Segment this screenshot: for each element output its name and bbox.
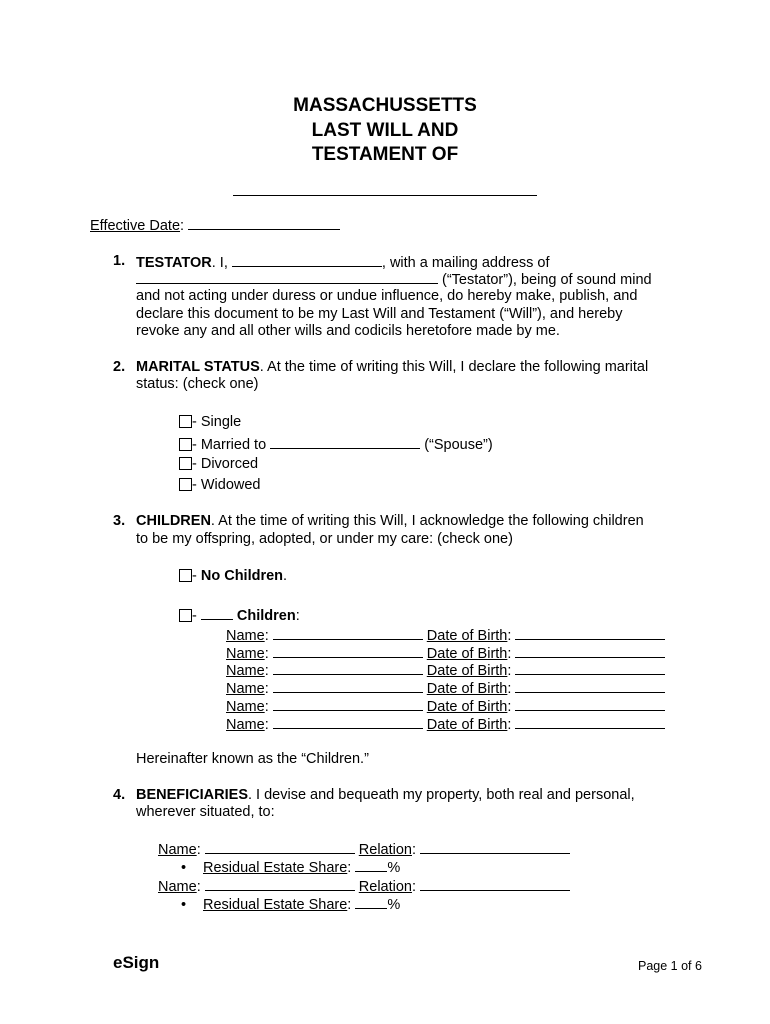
child-dob-label: Date of Birth [426,663,508,679]
no-children-label: No Children [200,568,284,584]
colon: : [196,842,201,858]
child-dob-field[interactable] [515,697,665,711]
colon: : [264,681,269,697]
single-checkbox[interactable] [179,415,192,428]
child-dob-field[interactable] [515,679,665,693]
no-children-option [179,568,287,585]
beneficiary-name-field[interactable] [205,840,355,854]
relation-field[interactable] [420,840,570,854]
child-row [226,715,665,734]
child-name-field[interactable] [273,626,423,640]
page-number: Page 1 of 6 [638,959,702,973]
colon: : [411,879,417,895]
marital-option-divorced [179,456,258,473]
child-dob-label: Date of Birth [426,717,508,733]
section-3-number: 3. [113,513,126,529]
children-option [179,606,300,625]
divorced-checkbox[interactable] [179,457,192,470]
effective-date-row [90,216,340,235]
beneficiary-name-label: Name [158,842,197,858]
colon: : [507,717,512,733]
beneficiary-name-field[interactable] [205,877,355,891]
beneficiary-row [158,877,570,896]
section-4-number: 4. [113,787,126,803]
colon: : [507,628,512,644]
no-children-checkbox[interactable] [179,569,192,582]
married-label: - Married to [192,437,267,453]
child-dob-field[interactable] [515,644,665,658]
beneficiary-row [158,840,570,859]
testator-name-line[interactable] [233,195,537,196]
bullet: • [181,860,187,876]
bullet: • [181,897,187,913]
residual-share-label: Residual Estate Share [203,897,348,913]
child-name-field[interactable] [273,661,423,675]
section-3-heading: CHILDREN [136,513,211,529]
effective-date-label: Effective Date [90,218,181,234]
section-4-line-1 [136,787,635,804]
section-1-text-c: (“Testator”), being of sound mind [438,272,652,288]
section-1-line-3: and not acting under duress or undue influence, do hereby make, publish, and [136,288,638,304]
child-name-label: Name [226,663,265,679]
section-2-line-2: status: (check one) [136,376,259,392]
section-1-number: 1. [113,253,126,269]
colon: : [295,608,300,624]
section-2-line-1 [136,359,648,376]
colon: : [180,218,185,234]
marital-option-widowed [179,477,261,494]
section-3-line-1 [136,513,644,530]
spouse-label: (“Spouse”) [424,437,493,453]
colon: : [411,842,417,858]
relation-field[interactable] [420,877,570,891]
colon: : [264,663,269,679]
child-dob-field[interactable] [515,661,665,675]
child-dob-field[interactable] [515,715,665,729]
dash: - [192,568,201,584]
period: . [283,568,288,584]
child-name-field[interactable] [273,679,423,693]
section-1-text-a: . I, [211,255,232,271]
child-dob-label: Date of Birth [426,628,508,644]
residual-share-row [181,895,400,914]
widowed-label: - Widowed [192,477,261,493]
section-1-line-2 [136,270,652,289]
percent: % [387,897,401,913]
child-name-label: Name [226,681,265,697]
child-name-field[interactable] [273,715,423,729]
document-title-line-3: TESTAMENT OF [311,144,459,165]
residual-share-field[interactable] [355,895,387,909]
document-title-line-1: MASSACHUSSETTS [293,95,477,116]
relation-label: Relation [358,879,412,895]
residual-share-field[interactable] [355,858,387,872]
colon: : [347,897,352,913]
colon: : [264,628,269,644]
child-dob-label: Date of Birth [426,681,508,697]
marital-option-married [179,435,493,454]
marital-option-single [179,414,241,431]
mailing-address-field[interactable] [136,270,438,284]
children-count-field[interactable] [201,606,233,620]
colon: : [507,646,512,662]
child-row [226,661,665,680]
child-dob-label: Date of Birth [426,646,508,662]
section-4-line-2: wherever situated, to: [136,804,275,820]
colon: : [347,860,352,876]
colon: : [264,699,269,715]
colon: : [264,717,269,733]
dash: - [192,608,201,624]
section-3-line-2: to be my offspring, adopted, or under my care: (check one) [136,531,513,547]
child-name-field[interactable] [273,644,423,658]
widowed-checkbox[interactable] [179,478,192,491]
colon: : [507,663,512,679]
children-label: Children [236,608,296,624]
child-row [226,626,665,645]
testator-name-field[interactable] [232,253,382,267]
esign-logo: eSign [113,953,160,972]
effective-date-field[interactable] [188,216,340,230]
single-label: - Single [192,414,242,430]
relation-label: Relation [358,842,412,858]
residual-share-label: Residual Estate Share [203,860,348,876]
section-2-text: . At the time of writing this Will, I declare the following marital [259,359,649,375]
child-name-field[interactable] [273,697,423,711]
married-checkbox[interactable] [179,438,192,451]
child-dob-field[interactable] [515,626,665,640]
section-2-number: 2. [113,359,126,375]
section-4-heading: BENEFICIARIES [136,787,248,803]
percent: % [387,860,401,876]
divorced-label: - Divorced [192,456,259,472]
child-row [226,679,665,698]
children-checkbox[interactable] [179,609,192,622]
children-hereinafter: Hereinafter known as the “Children.” [136,751,369,767]
section-1-line-4: declare this document to be my Last Will and Testament (“Will”), and hereby [136,306,623,322]
colon: : [196,879,201,895]
section-3-text: . At the time of writing this Will, I acknowledge the following children [210,513,644,529]
colon: : [264,646,269,662]
section-1-text-b: , with a mailing address of [381,255,550,271]
child-name-label: Name [226,699,265,715]
beneficiary-name-label: Name [158,879,197,895]
document-title-line-2: LAST WILL AND [311,120,459,141]
child-dob-label: Date of Birth [426,699,508,715]
colon: : [507,699,512,715]
child-name-label: Name [226,628,265,644]
section-1-line-5: revoke any and all other wills and codicils heretofore made by me. [136,323,560,339]
section-2-heading: MARITAL STATUS [136,359,260,375]
child-name-label: Name [226,646,265,662]
child-row [226,697,665,716]
child-name-label: Name [226,717,265,733]
section-4-text: . I devise and bequeath my property, both real and personal, [248,787,635,803]
spouse-name-field[interactable] [270,435,420,449]
residual-share-row [181,858,400,877]
colon: : [507,681,512,697]
section-1-heading: TESTATOR [136,255,212,271]
